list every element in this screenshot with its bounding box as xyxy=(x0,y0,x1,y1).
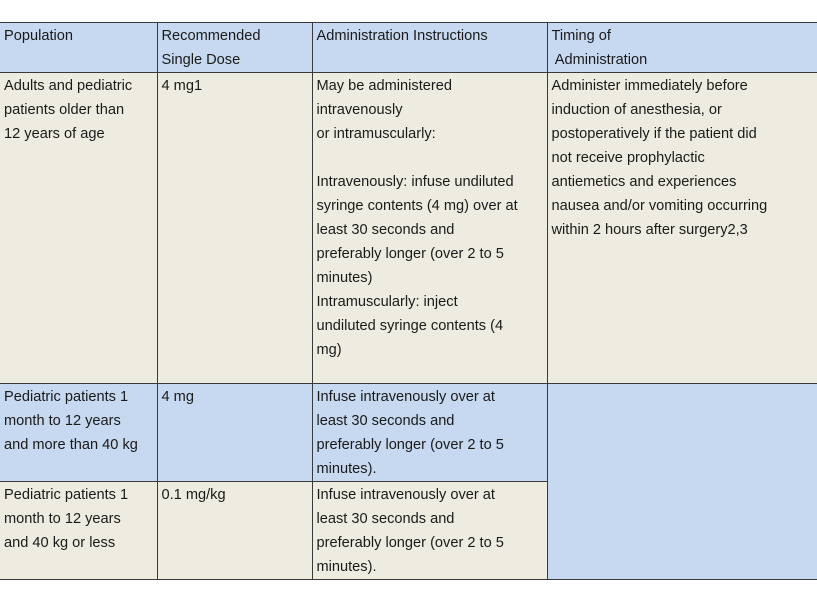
table-header-row xyxy=(0,23,817,73)
table-row xyxy=(0,384,817,482)
header-timing: Timing of Administration xyxy=(547,23,817,73)
dosing-table xyxy=(0,22,817,580)
cell-timing xyxy=(547,384,817,580)
header-population: Population xyxy=(0,23,157,73)
cell-population: Pediatric patients 1 month to 12 years and 40 kg or less xyxy=(0,482,157,580)
cell-population: Pediatric patients 1 month to 12 years and more than 40 kg xyxy=(0,384,157,482)
header-dose: Recommended Single Dose xyxy=(157,23,312,73)
header-instructions: Administration Instructions xyxy=(312,23,547,73)
cell-instructions: May be administered intravenously or intramuscularly: Intravenously: infuse undiluted syringe contents (4 mg) over at least 30 seconds and preferably longer (over 2 to 5 minutes) Intramuscularly: inject undiluted syringe contents (4 mg) xyxy=(312,73,547,384)
table-row xyxy=(0,73,817,384)
cell-instructions: Infuse intravenously over at least 30 seconds and preferably longer (over 2 to 5 minutes). xyxy=(312,482,547,580)
cell-population: Adults and pediatric patients older than 12 years of age xyxy=(0,73,157,384)
cell-timing: Administer immediately before induction of anesthesia, or postoperatively if the patient did not receive prophylactic antiemetics and experiences nausea and/or vomiting occurring within 2 hours after surgery2,3 xyxy=(547,73,817,384)
cell-dose: 0.1 mg/kg xyxy=(157,482,312,580)
cell-dose: 4 mg xyxy=(157,384,312,482)
cell-dose: 4 mg1 xyxy=(157,73,312,384)
cell-instructions: Infuse intravenously over at least 30 seconds and preferably longer (over 2 to 5 minutes). xyxy=(312,384,547,482)
